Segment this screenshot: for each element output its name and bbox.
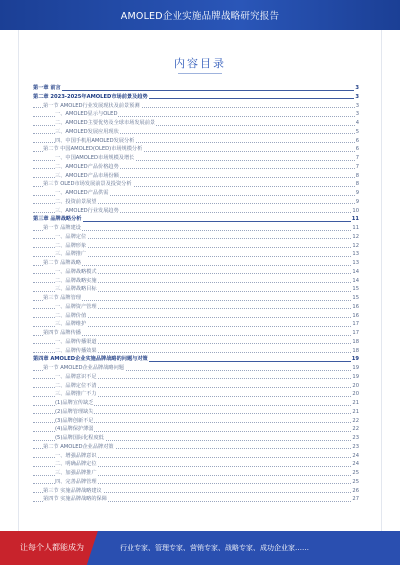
toc-entry-page: 6 [355, 137, 359, 144]
toc-entry-title: (2)品牌管理缺失 [55, 408, 94, 415]
toc-entry-title: 第三章 品牌战略分析 [33, 216, 82, 223]
toc-entry-title: 二、AMOLED主要优势及全球市场发展前景 [55, 120, 156, 126]
toc-entry[interactable] [33, 478, 359, 487]
toc-entry-page: 14 [352, 268, 359, 275]
toc-entry-title: 第一节 AMOLED行业发展现状及前景预测 [43, 102, 140, 109]
toc-entry[interactable] [33, 487, 359, 496]
toc-entry-title: 第四章 AMOLED企业实施品牌战略的问题与对策 [33, 356, 148, 363]
toc-entry-title: 三、加强品牌推广 [55, 470, 97, 476]
toc-entry-page: 6 [355, 146, 359, 153]
toc-entry[interactable] [33, 460, 359, 469]
toc-entry[interactable] [33, 320, 359, 329]
toc-entry-page: 16 [352, 312, 359, 319]
toc-entry-page: 25 [352, 470, 359, 476]
toc-entry-page: 3 [355, 111, 359, 118]
toc-entry[interactable] [33, 102, 359, 111]
toc-entry[interactable] [33, 154, 359, 163]
toc-entry-title: 第二节 中国AMOLED(OLED)市场规模分析 [43, 146, 143, 153]
toc-entry-page: 23 [352, 435, 359, 441]
toc-entry-page: 22 [352, 426, 359, 433]
toc-entry[interactable] [33, 338, 359, 347]
toc-entry-title: 二、投资前景展望 [55, 198, 97, 205]
toc-entry-title: 二、品牌战略实施 [55, 277, 97, 284]
toc-entry[interactable] [33, 443, 359, 452]
toc-entry[interactable] [33, 399, 359, 408]
toc-entry-page: 20 [352, 382, 359, 389]
footer-banner [0, 531, 400, 565]
toc-entry-title: 第四节 实施品牌战略的保障 [43, 496, 107, 503]
toc-entry[interactable] [33, 259, 359, 268]
toc-entry[interactable] [33, 294, 359, 303]
toc-entry[interactable] [33, 495, 359, 504]
toc-entry-title: 第四节 品牌传播 [43, 330, 81, 336]
toc-entry-title: 三、品牌战略目标 [55, 286, 97, 293]
toc-entry-page: 11 [352, 225, 359, 231]
toc-entry[interactable] [33, 417, 359, 426]
toc-entry-page: 26 [352, 487, 359, 494]
toc-entry[interactable] [33, 198, 359, 207]
toc-entry[interactable] [33, 137, 359, 146]
toc-entry[interactable] [33, 163, 359, 172]
toc-entry-page: 19 [351, 356, 359, 363]
toc-entry-page: 14 [352, 277, 359, 284]
toc-entry[interactable] [33, 408, 359, 417]
toc-entry[interactable] [33, 364, 359, 373]
toc-entry-title: 第二节 AMOLED企业品牌对策 [43, 443, 114, 450]
toc-entry-title: 二、品牌定位不清 [55, 382, 97, 389]
toc-entry-title: 一、品牌资产管理 [55, 303, 97, 310]
toc-entry-page: 5 [355, 128, 359, 135]
toc-entry-page: 7 [355, 163, 359, 170]
toc-entry[interactable] [33, 110, 359, 119]
toc-entry[interactable] [33, 84, 359, 93]
toc-entry[interactable] [33, 347, 359, 356]
toc-entry-title: (4)品牌保护薄弱 [55, 426, 94, 433]
toc-entry-page: 8 [355, 172, 359, 179]
report-header-bar [0, 0, 400, 30]
report-title: AMOLED企业实施品牌战略研究报告 [120, 11, 280, 22]
toc-entry-title: 三、AMOLED发展应用现状 [55, 128, 119, 135]
toc-entry-title: 第三节 OLED市场发展前景及投资分析 [43, 181, 132, 188]
toc-entry-page: 20 [352, 391, 359, 398]
toc-entry[interactable] [33, 242, 359, 251]
toc-entry-title: 一、增强品牌意识 [55, 452, 97, 459]
toc-entry-title: 一、品牌战略模式 [55, 268, 97, 275]
toc-entry-page: 4 [355, 120, 359, 126]
toc-entry[interactable] [33, 250, 359, 259]
toc-entry-title: 一、AMOLED显示与OLED [55, 111, 118, 118]
toc-entry-title: 四、完善品牌管理 [55, 478, 97, 485]
toc-entry-title: 二、品牌价值 [55, 312, 87, 319]
toc-entry-title: (5)品牌国际化程度低 [55, 435, 104, 441]
toc-entry-page: 15 [352, 295, 359, 301]
toc-entry-title: 第一节 AMOLED企业品牌战略问题 [43, 365, 124, 371]
toc-entry-title: 第三节 品牌管理 [43, 295, 81, 301]
toc-entry-title: 一、品牌传播渠道 [55, 338, 97, 345]
toc-entry-page: 27 [352, 496, 359, 503]
toc-entry-page: 8 [355, 181, 359, 188]
toc-entry[interactable] [33, 382, 359, 391]
toc-entry-page: 3 [355, 93, 359, 100]
toc-entry[interactable] [33, 224, 359, 233]
toc-entry[interactable] [33, 268, 359, 277]
toc-entry-title: 四、中国手机用AMOLED发展分析 [55, 137, 135, 144]
toc-entry-title: 二、品牌形象 [55, 242, 87, 249]
toc-entry-page: 17 [352, 330, 359, 336]
toc-entry-title: 三、品牌推广 [55, 251, 87, 258]
toc-entry-page: 15 [352, 286, 359, 293]
toc-entry[interactable] [33, 390, 359, 399]
toc-entry-page: 18 [352, 338, 359, 345]
toc-entry[interactable] [33, 329, 359, 338]
toc-entry-page: 25 [352, 478, 359, 485]
toc-entry-title: 三、AMOLED行业发展趋势 [55, 207, 119, 214]
toc-entry-page: 23 [352, 443, 359, 450]
toc-entry-page: 13 [352, 260, 359, 266]
toc-entry[interactable] [33, 312, 359, 321]
toc-entry[interactable] [33, 277, 359, 286]
toc-entry-title: 三、AMOLED产品市场份额 [55, 172, 119, 179]
toc-entry-page: 11 [351, 216, 359, 223]
footer-roles: 行业专家、管理专家、营销专家、战略专家、成功企业家…… [120, 544, 309, 552]
toc-entry-title: 第二节 品牌战略 [43, 260, 81, 266]
toc-title: 内容目录 [174, 57, 226, 70]
toc-leader-dots [33, 90, 359, 91]
toc-entry-title: 三、品牌推广不力 [55, 391, 97, 398]
toc-entry[interactable] [33, 215, 359, 224]
toc-entry[interactable] [33, 180, 359, 189]
toc-entry-title: 一、AMOLED产品供需 [55, 190, 109, 196]
toc-entry[interactable] [33, 93, 359, 102]
toc-entry-page: 22 [352, 417, 359, 424]
toc-entry-page: 7 [355, 155, 359, 161]
toc-entry[interactable] [33, 145, 359, 154]
toc-entry-title: 第一节 品牌建设 [43, 225, 81, 231]
toc-entry-page: 17 [352, 321, 359, 328]
toc-entry-title: (1)品牌宣传缺乏 [55, 400, 94, 406]
toc-entry[interactable] [33, 452, 359, 461]
toc-entry[interactable] [33, 355, 359, 364]
toc-entry-page: 12 [352, 242, 359, 249]
toc-entry-page: 3 [355, 102, 359, 109]
toc-entry-page: 12 [352, 233, 359, 240]
toc-entry-page: 9 [355, 198, 359, 205]
page-left-edge [18, 30, 19, 531]
toc-entry-title: 一、品牌意识不足 [55, 373, 97, 380]
toc-entry[interactable] [33, 434, 359, 443]
toc-title-underline [178, 73, 222, 74]
toc-entry[interactable] [33, 207, 359, 216]
toc-entry-title: 一、中国AMOLED市场规模及增长 [55, 155, 135, 161]
toc-entry[interactable] [33, 425, 359, 434]
toc-entry-title: 第二章 2023-2025年AMOLED市场前景及趋势 [33, 93, 148, 100]
toc-entry[interactable] [33, 189, 359, 198]
toc-entry[interactable] [33, 303, 359, 312]
toc-entry[interactable] [33, 373, 359, 382]
toc-entry-page: 9 [355, 190, 359, 196]
toc-entry-page: 24 [352, 461, 359, 468]
toc-entry-title: 二、品牌传播效果 [55, 347, 97, 354]
toc-entry-page: 19 [352, 365, 359, 371]
page-right-edge [381, 30, 382, 531]
toc-entry[interactable] [33, 233, 359, 242]
toc-entry[interactable] [33, 172, 359, 181]
toc-entry-title: 第三节 实施品牌战略建议 [43, 487, 102, 494]
toc-entry-page: 16 [352, 303, 359, 310]
toc-entry[interactable] [33, 469, 359, 478]
toc-entry-title: 二、明确品牌定位 [55, 461, 97, 468]
toc-entry-page: 3 [355, 85, 359, 91]
toc-entry[interactable] [33, 285, 359, 294]
toc-entry-page: 13 [352, 251, 359, 258]
table-of-contents [33, 84, 359, 504]
toc-entry-title: 三、品牌维护 [55, 321, 87, 328]
toc-entry-title: 二、AMOLED产品价格趋势 [55, 163, 119, 170]
toc-entry-page: 24 [352, 452, 359, 459]
toc-entry-page: 21 [352, 400, 359, 406]
toc-entry-title: 一、品牌定位 [55, 233, 87, 240]
toc-entry[interactable] [33, 119, 359, 128]
toc-entry-page: 19 [352, 373, 359, 380]
toc-entry-title: (3)品牌创新不足 [55, 417, 94, 424]
toc-entry-page: 21 [352, 408, 359, 415]
toc-entry-page: 10 [352, 207, 359, 214]
footer-slogan: 让每个人都能成为 [20, 543, 84, 552]
toc-entry-title: 第一章 前言 [33, 85, 61, 91]
toc-entry[interactable] [33, 128, 359, 137]
toc-entry-page: 18 [352, 347, 359, 354]
